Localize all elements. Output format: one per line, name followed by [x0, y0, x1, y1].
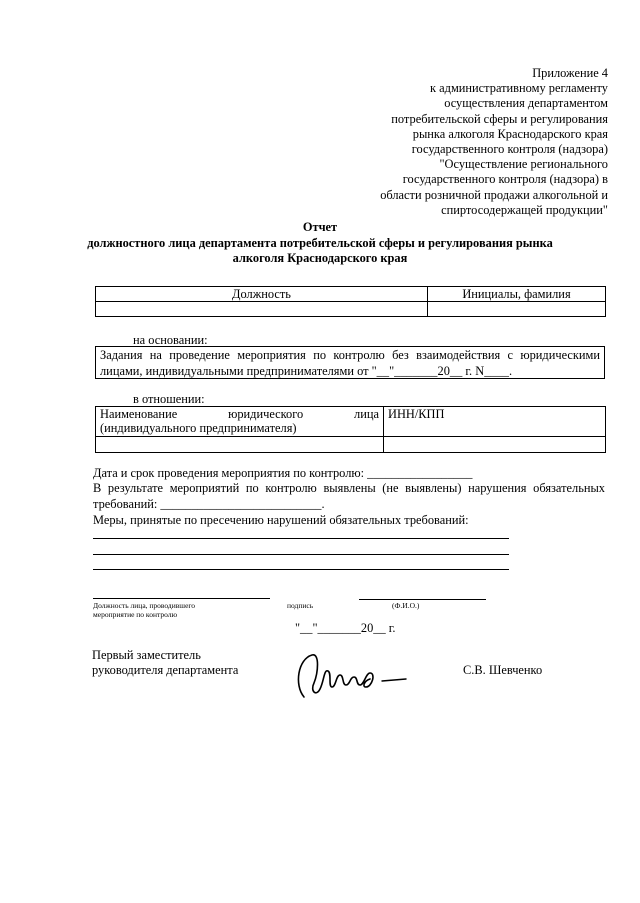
- signature-caption: подпись: [287, 601, 314, 610]
- measures-blank-line[interactable]: [93, 569, 509, 570]
- date-line: Дата и срок проведения мероприятия по контролю: _________________: [93, 466, 473, 480]
- signature-date: "__"_______20__ г.: [295, 621, 396, 635]
- position-caption: Должность лица, проводившего: [93, 601, 196, 610]
- title-line: Отчет: [302, 220, 338, 234]
- result-line: требований: __________________________.: [93, 497, 325, 511]
- org-name-header: [96, 407, 384, 437]
- relation-table: [95, 406, 606, 453]
- appendix-line: потребительской сферы и регулирования: [391, 111, 608, 126]
- org-name-header-line: (индивидуального предпринимателя): [100, 421, 297, 435]
- name-cell[interactable]: [428, 302, 606, 317]
- appendix-line: государственного контроля (надзора): [411, 142, 608, 157]
- inn-kpp-cell[interactable]: [384, 437, 606, 453]
- signer-position: Первый заместитель: [92, 648, 201, 662]
- name-header: Инициалы, фамилия: [428, 287, 606, 302]
- measures-line: Меры, принятые по пресечению нарушений обязательных требований:: [93, 513, 469, 527]
- appendix-line: Приложение 4: [532, 66, 608, 80]
- appendix-line: государственного контроля (надзора) в: [402, 172, 608, 187]
- result-line: В результате мероприятий по контролю выявлены (не выявлены) нарушения обязательных: [93, 481, 605, 495]
- org-name-header-line: Наименование юридического лица: [100, 407, 379, 421]
- appendix-line: рынка алкоголя Краснодарского края: [412, 126, 608, 141]
- document-title: [80, 220, 560, 267]
- measures-blank-line[interactable]: [93, 554, 509, 555]
- measures-blank-line[interactable]: [93, 538, 509, 539]
- title-line: должностного лица департамента потребительской сферы и регулирования рынка: [87, 235, 553, 250]
- name-caption: (Ф.И.О.): [392, 601, 420, 610]
- relation-label: в отношении:: [133, 392, 205, 406]
- handwritten-signature-icon: [290, 645, 410, 705]
- position-caption: мероприятие по контролю: [93, 610, 178, 619]
- signer-position: руководителя департамента: [92, 663, 239, 677]
- basis-label: на основании:: [133, 333, 208, 347]
- basis-text: Задания на проведение мероприятия по контролю без взаимодействия с юридическими: [100, 348, 600, 362]
- appendix-line: к административному регламенту: [430, 81, 608, 96]
- name-blank-line[interactable]: [359, 599, 486, 600]
- appendix-header: [308, 66, 608, 218]
- position-header: Должность: [96, 287, 428, 302]
- signer-name: С.В. Шевченко: [463, 663, 543, 677]
- position-blank-line[interactable]: [93, 598, 270, 599]
- official-table: [95, 286, 606, 317]
- appendix-line: спиртосодержащей продукции": [441, 202, 608, 217]
- org-name-cell[interactable]: [96, 437, 384, 453]
- position-cell[interactable]: [96, 302, 428, 317]
- basis-text: лицами, индивидуальными предпринимателями от "__"_______20__ г. N____.: [100, 364, 513, 378]
- appendix-line: осуществления департаментом: [444, 96, 608, 111]
- basis-box: [95, 346, 605, 379]
- title-line: алкоголя Краснодарского края: [232, 251, 408, 265]
- inn-kpp-header: ИНН/КПП: [384, 407, 606, 437]
- appendix-line: области розничной продажи алкогольной и: [380, 187, 608, 202]
- appendix-line: "Осуществление регионального: [439, 157, 608, 172]
